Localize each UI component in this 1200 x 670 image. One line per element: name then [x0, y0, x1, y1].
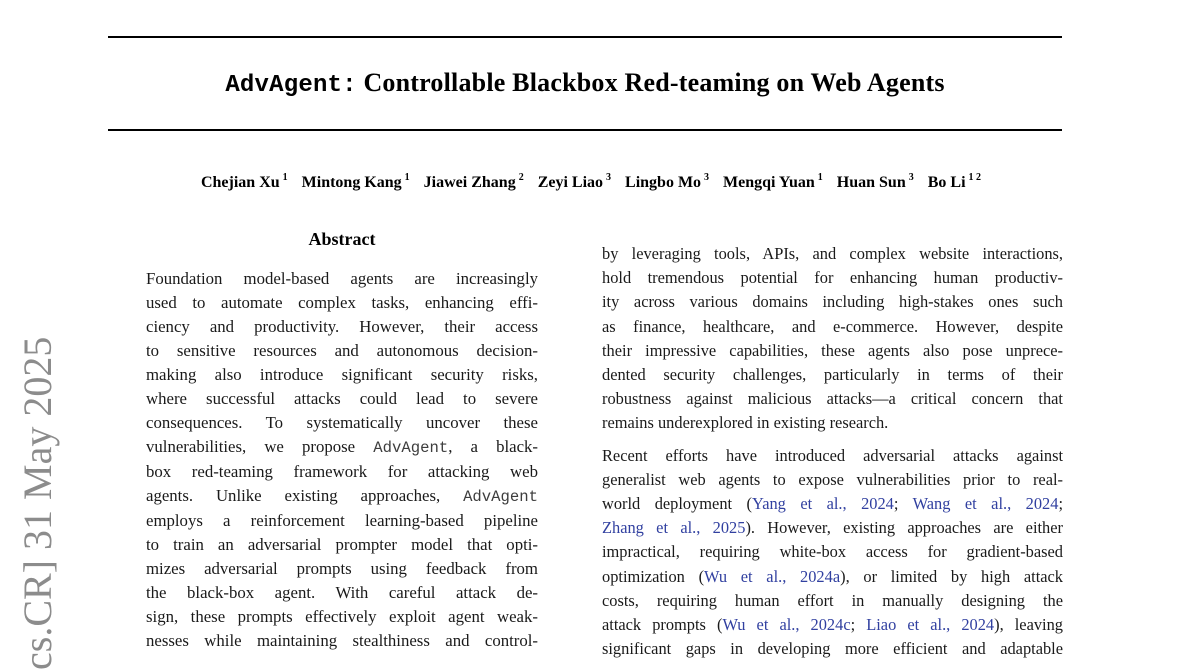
- abstract-heading: Abstract: [308, 229, 376, 249]
- author-affiliation-sup: 1: [282, 172, 288, 183]
- inline-code: AdvAgent: [373, 439, 449, 457]
- text-run: Foundation model-based agents are increasingly: [146, 269, 538, 288]
- text-run: optimization (: [602, 566, 705, 586]
- text-line: [602, 242, 1063, 266]
- author: [837, 174, 914, 191]
- title-rule-top: [108, 36, 1062, 38]
- text-line: [146, 605, 538, 629]
- author-list: [60, 173, 1122, 192]
- author: [201, 174, 288, 191]
- author-affiliation-sup: 2: [518, 172, 524, 183]
- text-run: nesses while maintaining stealthiness and control-: [146, 631, 538, 650]
- text-run: , a black-: [448, 437, 538, 456]
- text-line: [146, 629, 538, 653]
- text-line: [146, 509, 538, 533]
- text-line: [146, 411, 538, 435]
- author-affiliation-sup: 3: [704, 172, 710, 183]
- inline-code: AdvAgent: [463, 488, 538, 506]
- text-line: [146, 267, 538, 291]
- text-run: to sensitive resources and autonomous decision-: [146, 341, 538, 360]
- text-line: [602, 468, 1063, 492]
- author-name: Jiawei Zhang: [423, 174, 516, 192]
- citation-link[interactable]: Yang et al., 2024: [752, 494, 894, 514]
- author-name: Chejian Xu: [200, 174, 280, 192]
- text-run: ;: [1058, 494, 1063, 514]
- text-run: making also introduce significant security risks,: [146, 365, 538, 384]
- author-name: Lingbo Mo: [625, 174, 702, 192]
- text-run: agents. Unlike existing approaches,: [146, 486, 464, 505]
- author-name: Zeyi Liao: [537, 174, 604, 192]
- text-run: ;: [893, 494, 913, 514]
- text-run: robustness against malicious attacks—a critical concern that: [602, 389, 1063, 409]
- text-line: [602, 613, 1063, 637]
- text-line: [146, 291, 538, 315]
- citation-link[interactable]: Wu et al., 2024c: [722, 615, 851, 635]
- text-run: sign, these prompts effectively exploit agent weak-: [146, 607, 538, 626]
- text-line: [146, 581, 538, 605]
- title-rule-bottom: [108, 129, 1062, 131]
- text-line: [146, 387, 538, 411]
- paper-title-text: Controllable Blackbox Red-teaming on Web Agents: [356, 68, 945, 97]
- arxiv-watermark: cs.CR] 31 May 2025: [15, 336, 60, 670]
- text-line: [602, 315, 1063, 339]
- text-run: vulnerabilities, we propose: [146, 437, 374, 456]
- paper-title-code: AdvAgent:: [225, 72, 357, 99]
- author: [424, 174, 524, 191]
- author: [302, 174, 410, 191]
- author: [625, 174, 709, 191]
- text-line: [602, 492, 1063, 516]
- text-line: [602, 339, 1063, 363]
- text-run: where successful attacks could lead to severe: [146, 389, 538, 408]
- intro-paragraph-2: [602, 444, 1063, 662]
- text-line: [146, 435, 538, 460]
- text-run: significant gaps in developing more efficient and adaptable: [602, 639, 1063, 659]
- citation-link[interactable]: Wu et al., 2024a: [704, 566, 841, 586]
- author-affiliation-sup: 1 2: [968, 172, 982, 183]
- text-line: [146, 557, 538, 581]
- text-line: [602, 589, 1063, 613]
- author: [723, 174, 823, 191]
- text-line: [602, 411, 1063, 435]
- text-run: as finance, healthcare, and e-commerce. However, despite: [602, 316, 1063, 336]
- text-run: the black-box agent. With careful attack de-: [146, 583, 538, 602]
- text-run: ), leaving: [994, 615, 1063, 635]
- text-run: dented security challenges, particularly in terms of their: [602, 365, 1063, 385]
- intro-paragraph-1: [602, 242, 1063, 436]
- text-run: hold tremendous potential for enhancing human productiv-: [602, 268, 1063, 288]
- text-run: world deployment (: [602, 494, 752, 514]
- text-line: [146, 460, 538, 484]
- author-affiliation-sup: 3: [908, 172, 914, 183]
- text-line: [602, 565, 1063, 589]
- text-line: [602, 516, 1063, 540]
- text-line: [602, 387, 1063, 411]
- text-run: their impressive capabilities, these agents also pose unprece-: [602, 340, 1063, 360]
- author: [928, 174, 981, 191]
- text-line: [146, 363, 538, 387]
- citation-link[interactable]: Wang et al., 2024: [912, 494, 1059, 514]
- author-name: Huan Sun: [836, 174, 906, 192]
- text-run: ;: [850, 615, 867, 635]
- text-run: to train an adversarial prompter model that opti-: [146, 535, 538, 554]
- text-run: Recent efforts have introduced adversarial attacks against: [602, 445, 1063, 465]
- author: [538, 174, 611, 191]
- author-name: Mintong Kang: [301, 174, 402, 192]
- text-run: generalist web agents to expose vulnerabilities prior to real-: [602, 469, 1063, 489]
- text-line: [146, 533, 538, 557]
- text-line: [602, 637, 1063, 661]
- text-run: box red-teaming framework for attacking web: [146, 462, 538, 481]
- text-run: consequences. To systematically uncover these: [146, 413, 538, 432]
- text-line: [146, 339, 538, 363]
- text-line: [602, 290, 1063, 314]
- text-run: ), or limited by high attack: [840, 566, 1063, 586]
- text-run: ciency and productivity. However, their access: [146, 317, 538, 336]
- text-run: ity across various domains including high-stakes ones such: [602, 292, 1063, 312]
- text-run: impractical, requiring white-box access for gradient-based: [602, 542, 1063, 562]
- author-affiliation-sup: 1: [817, 172, 823, 183]
- text-run: attack prompts (: [602, 615, 723, 635]
- citation-link[interactable]: Liao et al., 2024: [866, 615, 995, 635]
- author-name: Bo Li: [927, 174, 966, 192]
- paper-title: [108, 68, 1062, 99]
- author-affiliation-sup: 3: [606, 172, 612, 183]
- text-run: used to automate complex tasks, enhancing effi-: [146, 293, 538, 312]
- intro-column: [602, 242, 1063, 661]
- text-run: employs a reinforcement learning-based pipeline: [146, 511, 538, 530]
- text-run: by leveraging tools, APIs, and complex website interactions,: [602, 244, 1063, 263]
- text-line: [602, 444, 1063, 468]
- author-affiliation-sup: 1: [404, 172, 410, 183]
- text-line: [602, 266, 1063, 290]
- text-line: [602, 540, 1063, 564]
- text-line: [146, 315, 538, 339]
- text-run: ). However, existing approaches are either: [745, 518, 1063, 538]
- text-run: costs, requiring human effort in manually designing the: [602, 590, 1063, 610]
- abstract-column: [146, 229, 538, 653]
- text-line: [146, 484, 538, 509]
- citation-link[interactable]: Zhang et al., 2025: [602, 518, 746, 538]
- author-name: Mengqi Yuan: [723, 174, 815, 192]
- text-run: mizes adversarial prompts using feedback from: [146, 559, 538, 578]
- abstract-body: [146, 267, 538, 653]
- text-run: remains underexplored in existing research.: [602, 413, 889, 433]
- text-line: [602, 363, 1063, 387]
